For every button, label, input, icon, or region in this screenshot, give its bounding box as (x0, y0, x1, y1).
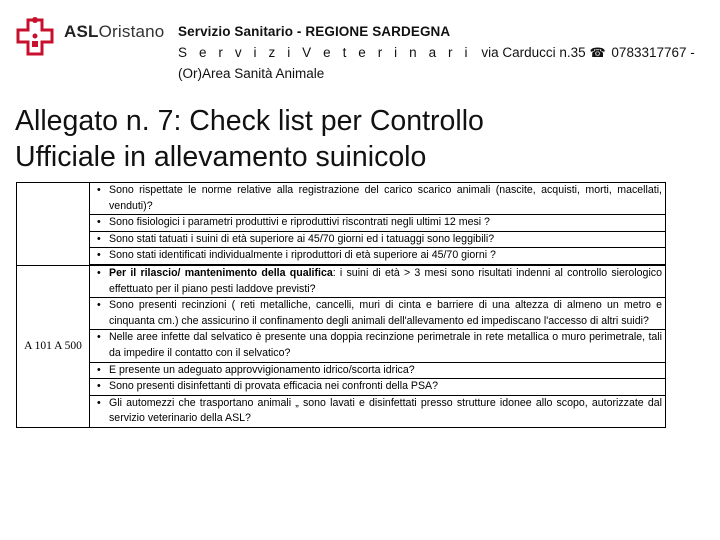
title-line2: Ufficiale in allevamento suinicolo (15, 141, 427, 173)
table-row (17, 183, 666, 266)
phone-icon: ☎ (589, 45, 606, 60)
group1-list (90, 183, 665, 265)
page-title (15, 103, 705, 175)
list-item (90, 183, 665, 215)
bullet-icon: • (97, 232, 101, 245)
list-item-text: Sono presenti recinzioni ( reti metalliche, cancelli, muri di cinta e barriere di una altezza di almeno un metro e cinquanta cm.) che assicurino il confinamento degli animali dell'allevamento ed impediscano l'accesso di altri suidi? (109, 299, 662, 327)
bullet-icon: • (97, 184, 101, 196)
list-item-text: E presente un adeguato approvvigionamento idrico/scorta idrica? (109, 363, 415, 376)
group2-cell (90, 265, 666, 427)
list-item-text: Sono presenti disinfettanti di provata efficacia nei confronti della PSA? (109, 380, 439, 393)
header-line1: Servizio Sanitario - REGIONE SARDEGNA (178, 24, 451, 39)
list-item-text: Sono rispettate le norme relative alla registrazione del carico scarico animali (nascite, acquisti, morti, macellati, venduti)? (109, 184, 662, 212)
list-item (90, 379, 665, 396)
list-item (90, 363, 665, 380)
bullet-icon: • (97, 266, 101, 279)
bullet-icon: • (97, 331, 101, 344)
asl-brand (64, 22, 164, 42)
code-label: A 101 A 500 (17, 265, 90, 427)
group2-list (90, 266, 665, 427)
bullet-icon: • (97, 380, 101, 393)
checklist-table (16, 182, 666, 428)
list-item (90, 266, 665, 298)
header-line3: (Or)Area Sanità Animale (178, 66, 325, 81)
list-item-text: : i suini di età > 3 mesi sono risultati indenni al controllo sierologico effettuato per il piano pesti laddove previsti? (109, 266, 662, 295)
list-item-text: Nelle aree infette dal selvatico è presente una doppia recinzione perimetrale in rete metallica o muro perimetrale, tali da impedire il contatto con il selvatico? (109, 331, 662, 359)
list-item (90, 215, 665, 232)
header-line2 (178, 42, 695, 63)
header-service: S e r v i z i V e t e r i n a r i (178, 45, 472, 60)
title-line1: Allegato n. 7: Check list per Controllo (15, 105, 484, 137)
brand-bold: ASL (64, 22, 99, 41)
list-item (90, 330, 665, 362)
table-row (17, 265, 666, 427)
code-cell-empty (17, 183, 90, 266)
bullet-icon: • (97, 299, 101, 312)
list-item-text: Gli automezzi che trasportano animali „ sono lavati e disinfettati presso strutture idonee allo scopo, autorizzate dal servizio veterinario della ASL? (109, 396, 662, 425)
list-item (90, 396, 665, 427)
bullet-icon: • (97, 249, 101, 262)
list-item-text: Sono stati tatuati i suini di età superiore ai 45/70 giorni ed i tatuaggi sono leggibili? (109, 232, 495, 245)
header-address: via Carducci n.35 (481, 45, 586, 60)
list-item-bold: Per il rilascio/ mantenimento della qualifica (109, 266, 333, 279)
list-item-text: Sono stati identificati individualmente i riproduttori di età superiore ai 45/70 giorni ? (109, 249, 496, 262)
asl-cross-logo (12, 14, 58, 56)
header-phone: 0783317767 - (611, 45, 695, 60)
list-item-text: Sono fisiologici i parametri produttivi e riproduttivi riscontrati negli ultimi 12 mesi ? (109, 216, 490, 229)
bullet-icon: • (97, 216, 101, 229)
bullet-icon: • (97, 396, 101, 409)
group1-cell (90, 183, 666, 266)
header-block (178, 21, 695, 84)
bullet-icon: • (97, 363, 101, 376)
list-item (90, 248, 665, 265)
list-item (90, 298, 665, 330)
list-item (90, 232, 665, 249)
brand-rest: Oristano (98, 22, 165, 41)
